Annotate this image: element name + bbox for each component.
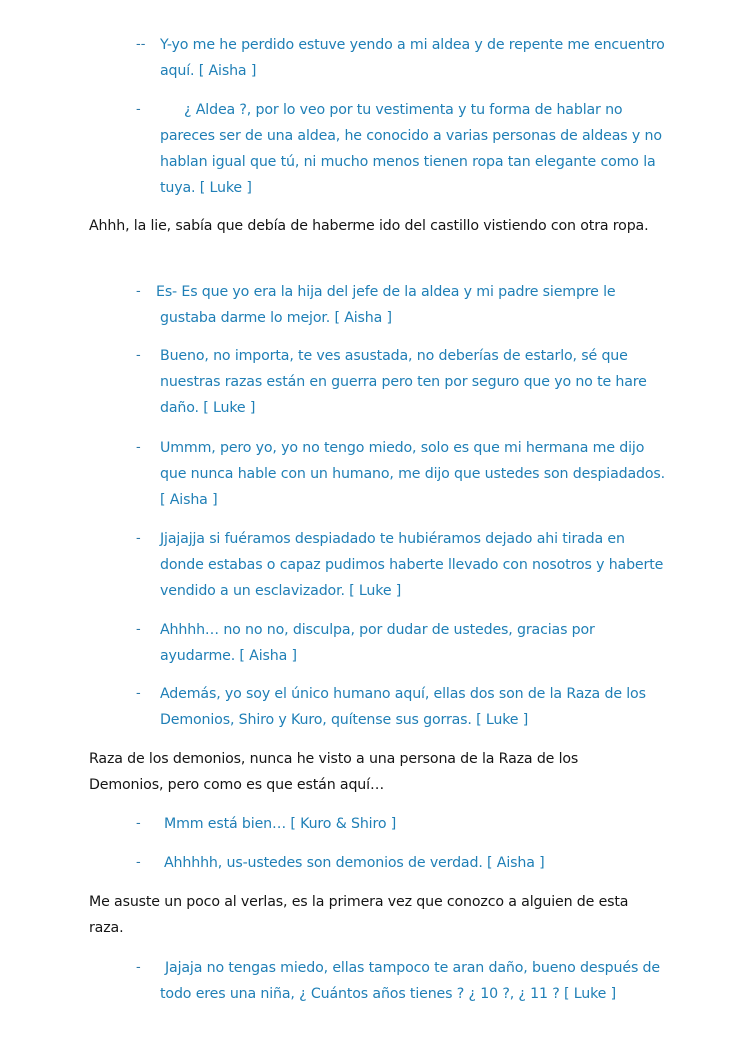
dialogue-text: Mmm está bien… [ Kuro & Shiro ] (164, 816, 397, 832)
dialogue-text: Jajaja no tengas miedo, ellas tampoco te aran daño, bueno después de todo eres una niña, ¿ Cuántos años tienes ? ¿ 10 ?, ¿ 11 ? [ Luke ] (160, 960, 660, 1002)
dialogue-dash: - (136, 284, 141, 299)
dialogue-dash: - (136, 960, 141, 975)
dialogue-text: ¿ Aldea ?, por lo veo por tu vestimenta y tu forma de hablar no pareces ser de una aldea, he conocido a varias personas de aldeas y no hablan igual que tú, ni mucho menos tienen ropa tan elegante como la tuya. [ Luke ] (160, 102, 662, 196)
narration-paragraph-2: Raza de los demonios, nunca he visto a una persona de la Raza de los Demonios, pero como es que están aquí… (89, 751, 579, 793)
dialogue-text: Jjajajja si fuéramos despiadado te hubiéramos dejado ahi tirada en donde estabas o capaz pudimos haberte llevado con nosotros y haberte vendido a un esclavizador. [ Luke ] (160, 531, 664, 599)
dialogue-text: Ummm, pero yo, yo no tengo miedo, solo es que mi hermana me dijo que nunca hable con un humano, me dijo que ustedes son despiadados. [ Aisha ] (160, 440, 666, 508)
dialogue-text: Ahhhh… no no no, disculpa, por dudar de ustedes, gracias por ayudarme. [ Aisha ] (160, 622, 595, 664)
narration-paragraph-1: Ahhh, la lie, sabía que debía de haberme ido del castillo vistiendo con otra ropa. (89, 218, 649, 234)
dialogue-text: Ahhhhh, us-ustedes son demonios de verdad. [ Aisha ] (164, 855, 545, 871)
dialogue-dash: - (136, 440, 141, 455)
dialogue-dash: - (136, 348, 141, 363)
dialogue-text: Y-yo me he perdido estuve yendo a mi aldea y de repente me encuentro aquí. [ Aisha ] (160, 37, 665, 79)
dialogue-dash: - (136, 531, 141, 546)
dialogue-dash: - (136, 686, 141, 701)
dialogue-dash: - (136, 102, 141, 117)
narration-paragraph-3: Me asuste un poco al verlas, es la primera vez que conozco a alguien de esta raza. (89, 894, 629, 936)
dialogue-dash: -- (136, 37, 146, 52)
dialogue-dash: - (136, 816, 141, 831)
dialogue-text: Además, yo soy el único humano aquí, ellas dos son de la Raza de los Demonios, Shiro y Kuro, quítense sus gorras. [ Luke ] (160, 686, 646, 728)
dialogue-dash: - (136, 855, 141, 870)
dialogue-text: Bueno, no importa, te ves asustada, no deberías de estarlo, sé que nuestras razas están en guerra pero ten por seguro que yo no te hare daño. [ Luke ] (160, 348, 647, 416)
dialogue-dash: - (136, 622, 141, 637)
dialogue-text: Es- Es que yo era la hija del jefe de la aldea y mi padre siempre le gustaba darme lo mejor. [ Aisha ] (156, 284, 616, 326)
